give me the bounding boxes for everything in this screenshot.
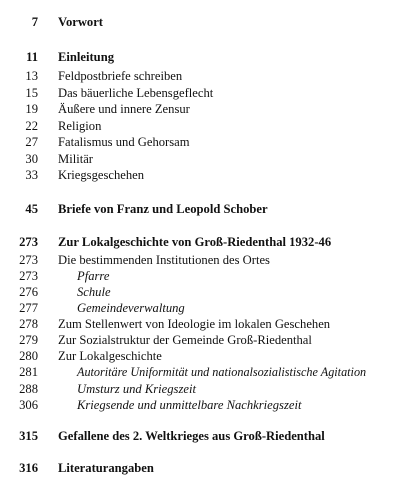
toc-page-number: 306: [19, 398, 38, 412]
toc-page-number: 19: [25, 102, 38, 116]
toc-page-number: 11: [26, 50, 38, 64]
toc-title: Pfarre: [77, 269, 110, 283]
toc-title: Zur Sozialstruktur der Gemeinde Groß-Riedenthal: [58, 333, 312, 347]
toc-title: Umsturz und Kriegszeit: [77, 382, 196, 396]
toc-page-number: 316: [19, 461, 38, 475]
toc-page-number: 273: [19, 269, 38, 283]
toc-page-number: 315: [19, 429, 38, 443]
toc-page-number: 30: [25, 152, 38, 166]
toc-page-number: 13: [25, 69, 38, 83]
toc-title: Äußere und innere Zensur: [58, 102, 190, 116]
toc-page-number: 279: [19, 333, 38, 347]
toc-page-number: 288: [19, 382, 38, 396]
toc-page-number: 277: [19, 301, 38, 315]
toc-title: Die bestimmenden Institutionen des Ortes: [58, 253, 270, 267]
toc-title: Zur Lokalgeschichte von Groß-Riedenthal 1932-46: [58, 235, 332, 249]
toc-page-number: 278: [19, 317, 38, 331]
toc-page-number: 280: [19, 349, 38, 363]
toc-title: Zur Lokalgeschichte: [58, 349, 162, 363]
toc-title: Religion: [58, 119, 102, 133]
toc-page-number: 27: [25, 135, 38, 149]
toc-page-number: 22: [25, 119, 38, 133]
toc-page-number: 273: [19, 253, 38, 267]
toc-page-number: 276: [19, 285, 38, 299]
toc-page-number: 7: [31, 15, 38, 29]
toc-title: Gefallene des 2. Weltkrieges aus Groß-Riedenthal: [58, 429, 325, 443]
toc-title: Das bäuerliche Lebensgeflecht: [58, 86, 214, 100]
toc-title: Militär: [58, 152, 93, 166]
toc-title: Kriegsende und unmittelbare Nachkriegszeit: [77, 398, 302, 412]
toc-title: Fatalismus und Gehorsam: [58, 135, 190, 149]
toc-page-number: 15: [25, 86, 38, 100]
toc-title: Zum Stellenwert von Ideologie im lokalen Geschehen: [58, 317, 331, 331]
toc-page-number: 273: [19, 235, 38, 249]
toc-page-number: 45: [25, 202, 38, 216]
toc-title: Kriegsgeschehen: [58, 168, 145, 182]
toc-title: Vorwort: [58, 15, 103, 29]
toc-title: Briefe von Franz und Leopold Schober: [58, 202, 268, 216]
toc-title: Autoritäre Uniformität und nationalsozialistische Agitation: [77, 365, 367, 379]
toc-title: Einleitung: [58, 50, 114, 64]
toc-title: Feldpostbriefe schreiben: [58, 69, 183, 83]
toc-title: Literaturangaben: [58, 461, 154, 475]
toc-page-number: 33: [25, 168, 38, 182]
toc-title: Schule: [77, 285, 111, 299]
toc-title: Gemeindeverwaltung: [77, 301, 185, 315]
toc-page-number: 281: [19, 365, 38, 379]
